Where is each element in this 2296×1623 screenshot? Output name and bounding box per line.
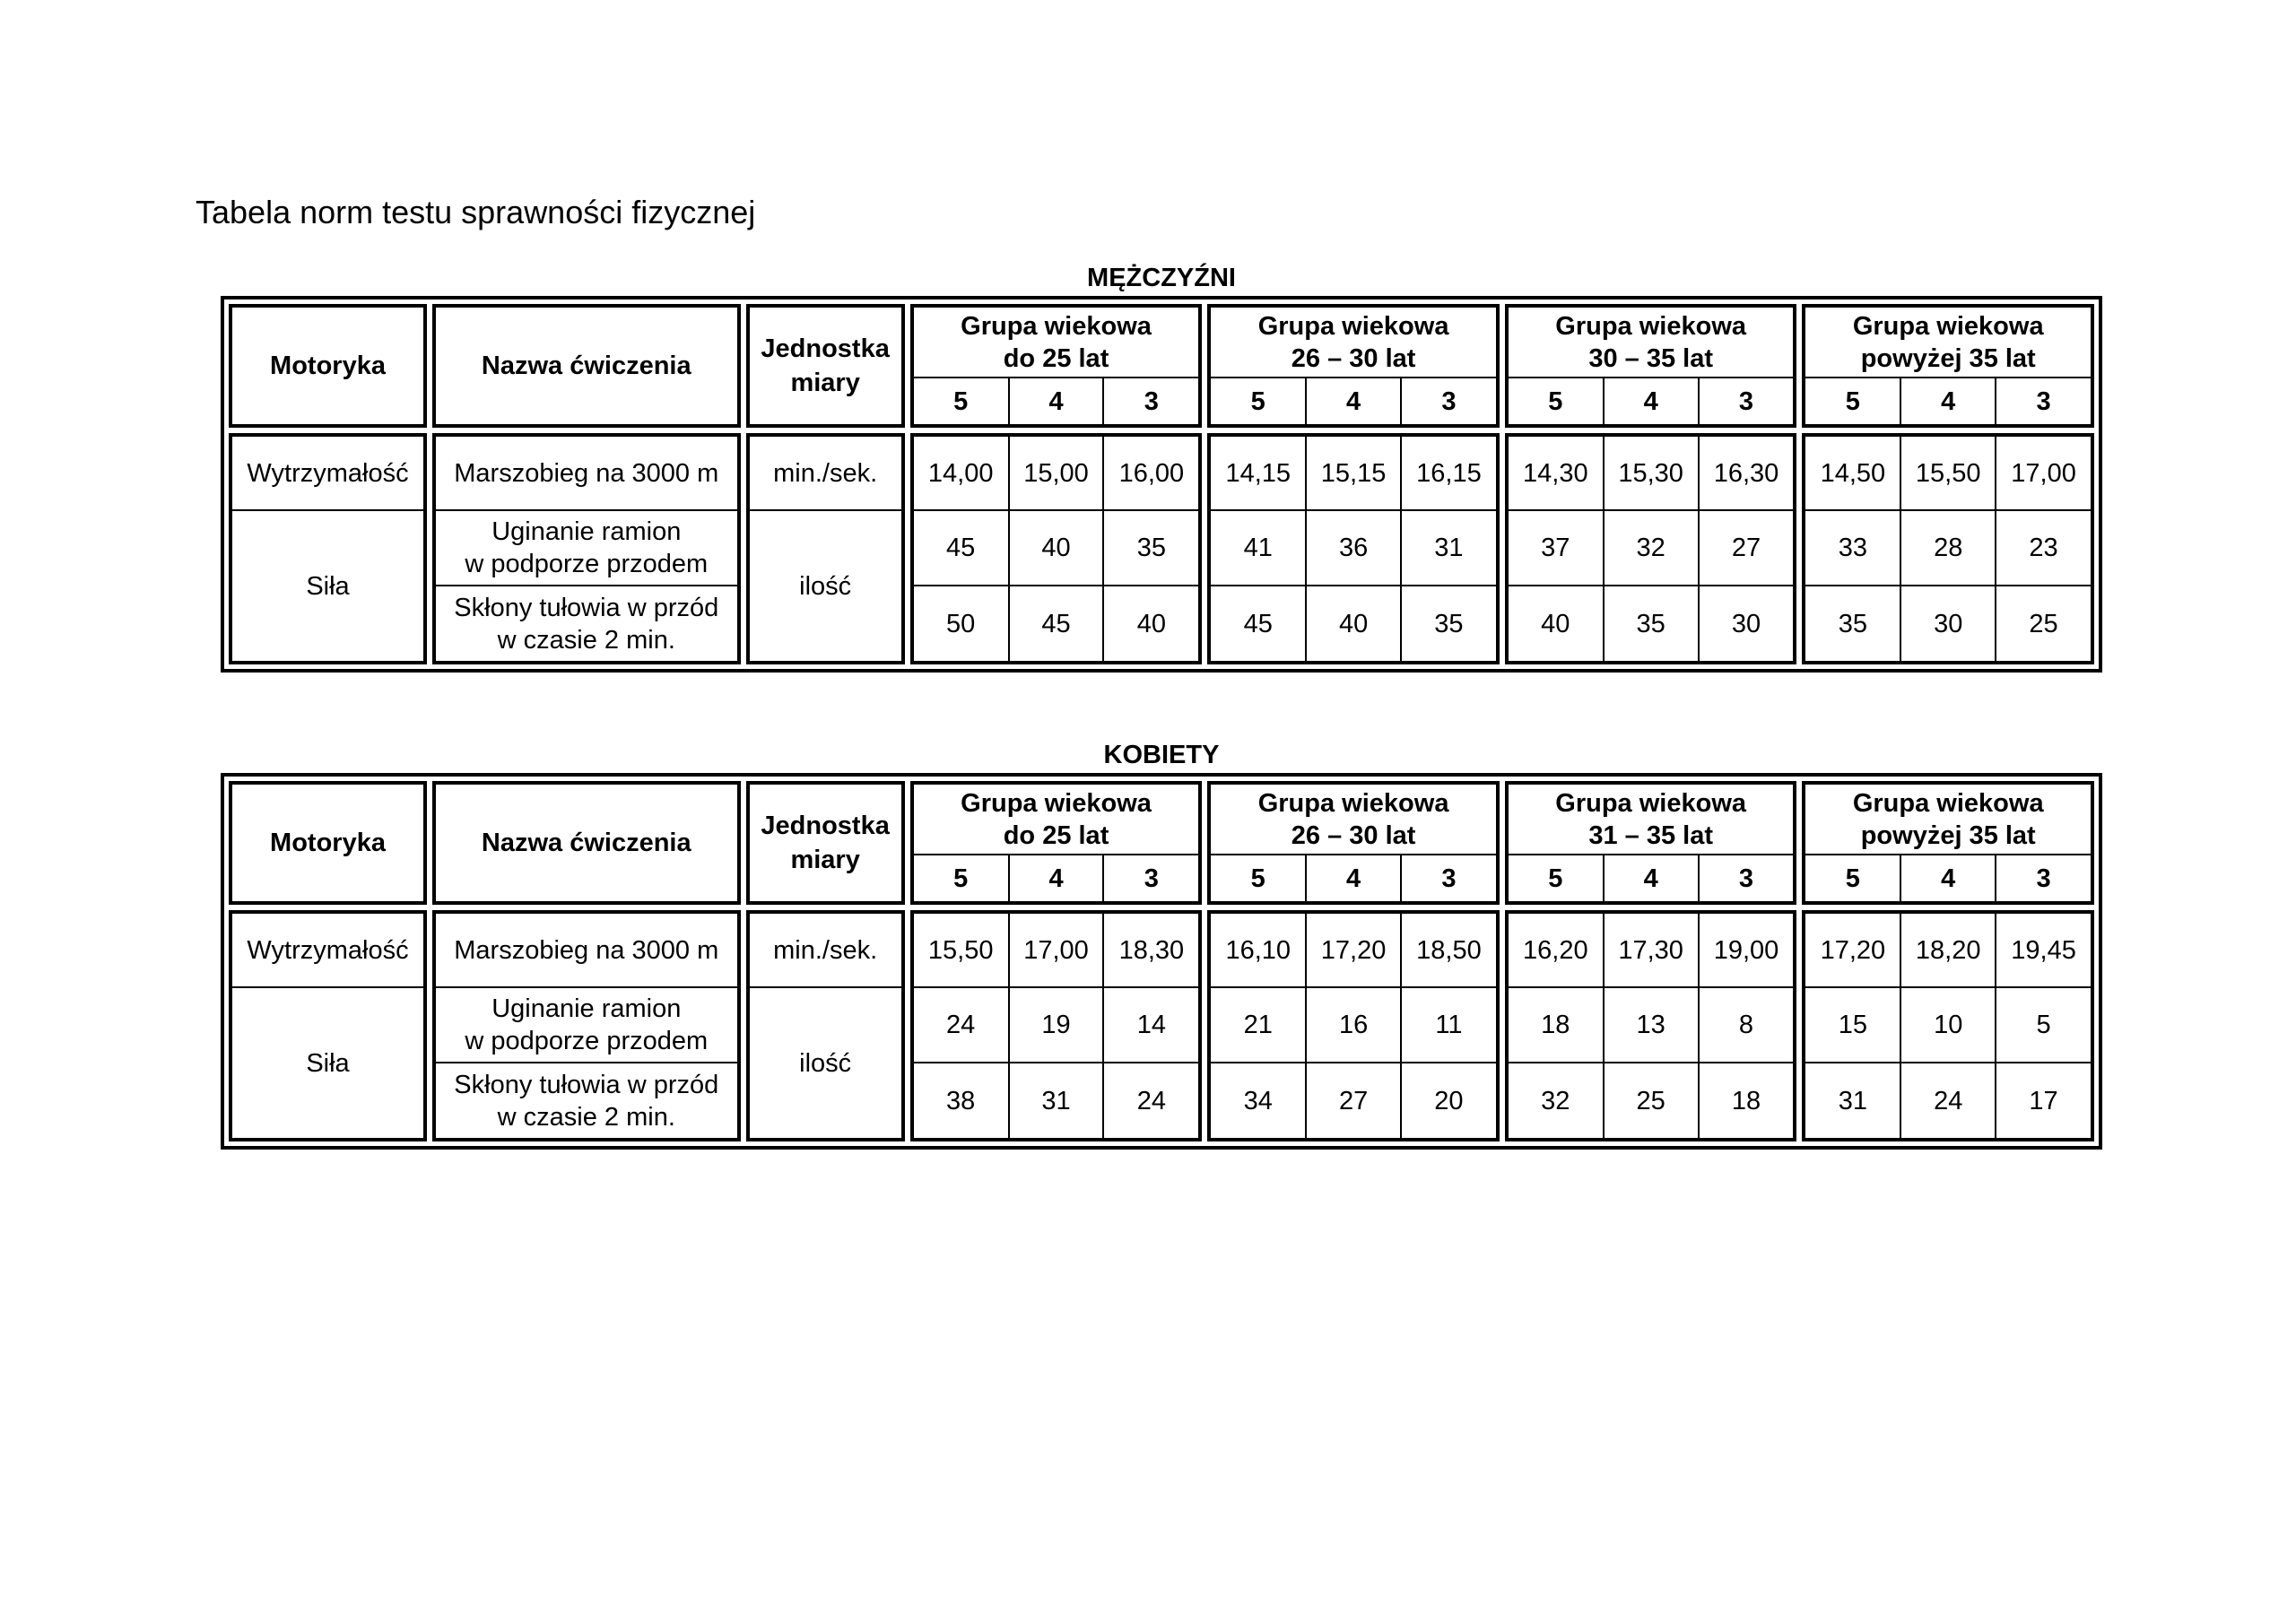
norm-value: 14,30 [1509,437,1604,510]
column-header-unit [750,785,901,901]
table-row [914,586,1199,661]
men-norms-section [221,260,2102,673]
norm-value: 27 [1699,510,1794,586]
age-group-header [1505,304,1797,428]
body-exercise-block [432,910,740,1141]
exercise-uginanie [436,987,736,1063]
header-motoryka-block [229,304,427,428]
age-group-line2: 26 – 30 lat [1291,820,1416,850]
section-heading: KOBIETY [1103,741,1220,769]
category-wytrzymalosc: Wytrzymałość [232,914,423,987]
table-row [914,987,1199,1063]
table-row [1805,1063,2091,1138]
norms-table [221,296,2102,673]
grade-header: 3 [1996,378,2091,424]
age-group-line2: 31 – 35 lat [1588,820,1713,850]
age-group-label [1509,785,1794,855]
norm-value: 31 [1009,1063,1104,1138]
norm-value: 38 [914,1063,1009,1138]
grade-header: 4 [1306,378,1401,424]
norm-value: 17,00 [1996,437,2091,510]
age-group-values [1802,433,2094,664]
norm-value: 15,15 [1306,437,1401,510]
age-group-values [1802,910,2094,1141]
grade-header: 3 [1699,378,1794,424]
age-group-label [1509,308,1794,378]
age-group-values [1207,433,1500,664]
norm-value: 18 [1699,1063,1794,1138]
norm-value: 16,00 [1103,437,1198,510]
table-row [1805,586,2091,661]
norm-value: 31 [1401,510,1496,586]
age-group-line2: 26 – 30 lat [1291,343,1416,373]
norm-value: 14,50 [1805,437,1900,510]
unit-time: min./sek. [750,437,901,510]
table-row [1509,586,1794,661]
norm-value: 15 [1805,987,1900,1063]
age-group-header [1802,304,2094,428]
age-group-header [1802,781,2094,905]
norm-value: 45 [1211,586,1306,661]
norm-value: 35 [1805,586,1900,661]
body-exercise-block [432,433,740,664]
table-row [1805,437,2091,510]
norm-value: 19,45 [1996,914,2091,987]
norm-value: 33 [1805,510,1900,586]
norm-value: 45 [914,510,1009,586]
grade-header: 5 [1509,855,1604,901]
category-wytrzymalosc: Wytrzymałość [232,437,423,510]
table-row [1509,510,1794,586]
section-heading: MĘŻCZYŹNI [1087,264,1236,292]
grade-header: 4 [1009,855,1104,901]
table-row [1211,1063,1496,1138]
norm-value: 35 [1604,586,1699,661]
age-group-line1: Grupa wiekowa [1555,788,1747,818]
age-group-label [1805,785,2091,855]
norm-value: 36 [1306,510,1401,586]
norm-value: 17,00 [1009,914,1104,987]
norm-value: 23 [1996,510,2091,586]
norm-value: 20 [1401,1063,1496,1138]
body-motoryka-block [229,433,427,664]
norm-value: 15,00 [1009,437,1104,510]
grade-header: 4 [1306,855,1401,901]
age-group-line1: Grupa wiekowa [1852,311,2044,341]
exercise-sklony [436,1063,736,1138]
grade-header: 4 [1604,378,1699,424]
norm-value: 5 [1996,987,2091,1063]
norm-value: 14,15 [1211,437,1306,510]
body-unit-block [746,433,905,664]
norms-table [221,773,2102,1150]
table-row [1509,987,1794,1063]
grade-header: 3 [1401,855,1496,901]
norm-value: 34 [1211,1063,1306,1138]
norm-value: 27 [1306,1063,1401,1138]
body-motoryka-block [229,910,427,1141]
grade-header: 4 [1900,378,1996,424]
table-body [229,910,2094,1141]
category-sila: Siła [232,510,423,661]
exercise-marszobieg: Marszobieg na 3000 m [436,437,736,510]
norm-value: 24 [914,987,1009,1063]
age-group-line2: powyżej 35 lat [1860,820,2036,850]
grade-header: 3 [1699,855,1794,901]
age-group-line1: Grupa wiekowa [1852,788,2044,818]
norm-value: 25 [1604,1063,1699,1138]
category-sila: Siła [232,987,423,1138]
column-header-unit-label: Jednostka miary [761,334,890,397]
table-header [229,304,2094,428]
age-group-header [1505,781,1797,905]
grade-header: 3 [1103,855,1198,901]
exercise-sklony [436,586,736,661]
age-group-label [914,785,1199,855]
column-header-motoryka: Motoryka [270,829,386,857]
age-group-line1: Grupa wiekowa [961,788,1152,818]
table-row [1211,914,1496,987]
norm-value: 15,50 [1900,437,1996,510]
norm-value: 35 [1103,510,1198,586]
age-group-header [1207,781,1500,905]
grade-header: 5 [914,378,1009,424]
norm-value: 37 [1509,510,1604,586]
age-group-values [910,910,1203,1141]
norm-value: 10 [1900,987,1996,1063]
age-group-label [1805,308,2091,378]
exercise-uginanie-line2: w podporze przodem [465,1027,709,1055]
column-header-unit [750,308,901,424]
table-row [914,437,1199,510]
norm-value: 32 [1604,510,1699,586]
age-group-values [1505,910,1797,1141]
grade-header: 5 [914,855,1009,901]
table-row [914,914,1199,987]
document-title: Tabela norm testu sprawności fizycznej [196,194,756,230]
exercise-uginanie [436,510,736,586]
norm-value: 15,50 [914,914,1009,987]
norm-value: 18 [1509,987,1604,1063]
unit-count: ilość [750,510,901,661]
age-group-values [1207,910,1500,1141]
norm-value: 17,20 [1306,914,1401,987]
table-row [1509,437,1794,510]
norm-value: 28 [1900,510,1996,586]
grade-header: 5 [1211,855,1306,901]
table-row [1211,586,1496,661]
column-header-motoryka: Motoryka [270,352,386,380]
age-group-line2: 30 – 35 lat [1588,343,1713,373]
norm-value: 19 [1009,987,1104,1063]
norm-value: 41 [1211,510,1306,586]
age-group-header [1207,304,1500,428]
grade-header: 5 [1805,378,1900,424]
age-group-header [910,781,1203,905]
exercise-marszobieg: Marszobieg na 3000 m [436,914,736,987]
norm-value: 32 [1509,1063,1604,1138]
age-group-line2: powyżej 35 lat [1860,343,2036,373]
exercise-uginanie-line2: w podporze przodem [465,550,709,578]
table-row [1211,987,1496,1063]
norm-value: 24 [1900,1063,1996,1138]
norm-value: 18,20 [1900,914,1996,987]
exercise-sklony-line2: w czasie 2 min. [497,1102,675,1132]
norm-value: 16,10 [1211,914,1306,987]
norm-value: 14 [1103,987,1198,1063]
grade-header: 5 [1805,855,1900,901]
table-body [229,433,2094,664]
age-group-header [910,304,1203,428]
grade-header: 4 [1604,855,1699,901]
column-header-exercise-name: Nazwa ćwiczenia [481,352,691,380]
column-header-exercise-name: Nazwa ćwiczenia [481,829,691,857]
norm-value: 35 [1401,586,1496,661]
age-group-line1: Grupa wiekowa [1257,311,1449,341]
grade-header: 5 [1509,378,1604,424]
exercise-uginanie-line1: Uginanie ramion [491,994,682,1023]
norm-value: 17 [1996,1063,2091,1138]
body-unit-block [746,910,905,1141]
age-group-label [914,308,1199,378]
column-header-unit-label: Jednostka miary [761,812,890,874]
norm-value: 21 [1211,987,1306,1063]
norm-value: 45 [1009,586,1104,661]
table-row [1805,510,2091,586]
exercise-sklony-line2: w czasie 2 min. [497,625,675,655]
norm-value: 25 [1996,586,2091,661]
header-motoryka-block [229,781,427,905]
age-group-line2: do 25 lat [1003,820,1109,850]
age-group-label [1211,308,1496,378]
table-row [1211,437,1496,510]
norm-value: 11 [1401,987,1496,1063]
norm-value: 30 [1900,586,1996,661]
norm-value: 16 [1306,987,1401,1063]
grade-header: 4 [1009,378,1104,424]
norm-value: 50 [914,586,1009,661]
norm-value: 30 [1699,586,1794,661]
norm-value: 24 [1103,1063,1198,1138]
norm-value: 40 [1306,586,1401,661]
unit-count: ilość [750,987,901,1138]
norm-value: 14,00 [914,437,1009,510]
norm-value: 40 [1509,586,1604,661]
table-row [1805,987,2091,1063]
table-row [914,1063,1199,1138]
norm-value: 16,30 [1699,437,1794,510]
grade-header: 3 [1103,378,1198,424]
table-row [1805,914,2091,987]
exercise-sklony-line1: Skłony tułowia w przód [454,1070,719,1099]
unit-time: min./sek. [750,914,901,987]
norm-value: 13 [1604,987,1699,1063]
header-name-block [432,304,740,428]
table-row [1509,1063,1794,1138]
age-group-values [910,433,1203,664]
exercise-uginanie-line1: Uginanie ramion [491,517,682,546]
grade-header: 4 [1900,855,1996,901]
table-row [914,510,1199,586]
norm-value: 8 [1699,987,1794,1063]
norm-value: 40 [1009,510,1104,586]
norm-value: 31 [1805,1063,1900,1138]
grade-header: 3 [1996,855,2091,901]
norm-value: 17,30 [1604,914,1699,987]
age-group-line2: do 25 lat [1003,343,1109,373]
age-group-label [1211,785,1496,855]
norm-value: 19,00 [1699,914,1794,987]
norm-value: 16,20 [1509,914,1604,987]
norm-value: 16,15 [1401,437,1496,510]
age-group-line1: Grupa wiekowa [1555,311,1747,341]
exercise-sklony-line1: Skłony tułowia w przód [454,593,719,622]
header-name-block [432,781,740,905]
header-unit-block [746,781,905,905]
norm-value: 15,30 [1604,437,1699,510]
table-row [1509,914,1794,987]
norm-value: 40 [1103,586,1198,661]
norm-value: 18,30 [1103,914,1198,987]
grade-header: 3 [1401,378,1496,424]
age-group-line1: Grupa wiekowa [1257,788,1449,818]
header-unit-block [746,304,905,428]
table-row [1211,510,1496,586]
grade-header: 5 [1211,378,1306,424]
age-group-line1: Grupa wiekowa [961,311,1152,341]
norm-value: 17,20 [1805,914,1900,987]
norm-value: 18,50 [1401,914,1496,987]
age-group-values [1505,433,1797,664]
table-header [229,781,2094,905]
women-norms-section [221,737,2102,1150]
